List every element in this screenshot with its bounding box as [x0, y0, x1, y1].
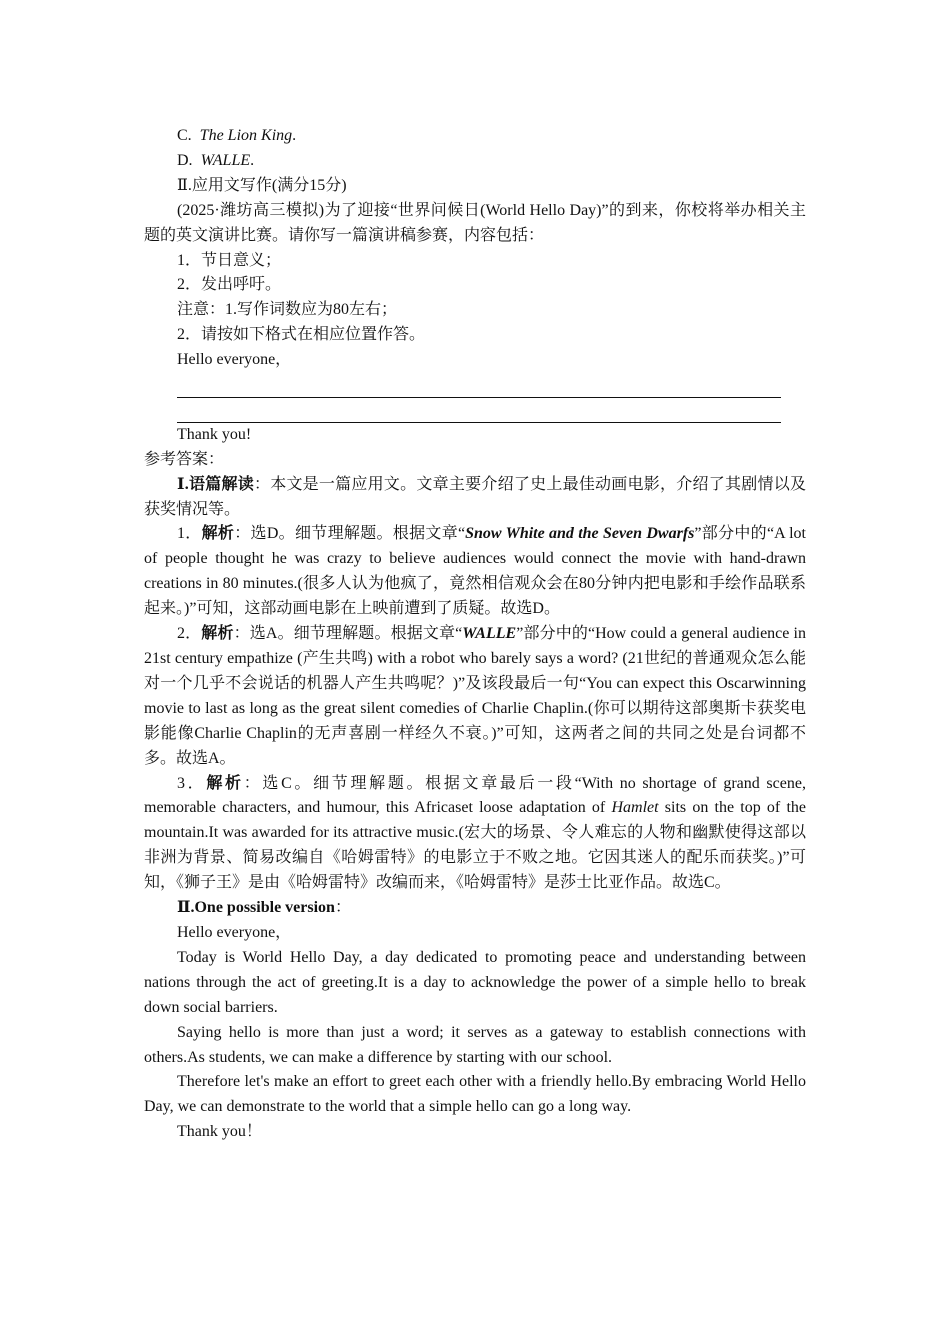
prompt-note-1: 注意：1.写作词数应为80左右； — [177, 301, 398, 319]
reading-analysis-label: Ⅰ.语篇解读 — [177, 475, 254, 493]
answer-q1: 1．解析：选D。细节理解题。根据文章“Snow White and the Seven Dwarfs”部分中的“A lot of people thought he was crazy to believe audiences would connect the movie with hand-drawn creations in 80 minutes.(很多人认为他疯了，竟然相信观众会在80分钟内把电影和手绘作品联系起来。)”可知，这部动画电影在上映前遭到了质疑。故选D。 — [144, 525, 806, 618]
option-c-text: The Lion King — [199, 127, 293, 144]
section-2-heading: Ⅱ.应用文写作(满分15分) — [177, 176, 347, 194]
essay-paragraph-2: Saying hello is more than just a word; it serves as a gateway to establish connections with others.As students, we can make a difference by starting with our school. — [144, 1023, 806, 1066]
reading-analysis: Ⅰ.语篇解读：本文是一篇应用文。文章主要介绍了史上最佳动画电影，介绍了其剧情以及获奖情况等。 — [144, 475, 806, 518]
sample-version-heading: Ⅱ.One possible version： — [177, 899, 351, 917]
template-greeting: Hello everyone， — [177, 351, 292, 369]
answer-blank-line — [177, 373, 781, 398]
option-c: C. The Lion King. — [177, 127, 297, 144]
answer-blank-line — [177, 398, 781, 423]
answers-heading: 参考答案： — [144, 450, 225, 468]
answer-q2-title: WALLE — [462, 625, 517, 643]
answer-q1-title: Snow White and the Seven Dwarfs — [465, 525, 695, 543]
essay-paragraph-1: Today is World Hello Day, a day dedicated to promoting peace and understanding between nations through the act of greeting.It is a day to acknowledge the power of a simple hello to break down social barriers. — [144, 948, 806, 1016]
prompt-item-1: 1．节日意义； — [177, 251, 282, 269]
document-page — [144, 124, 806, 1145]
essay-greeting: Hello everyone， — [177, 923, 292, 941]
essay-paragraph-3: Therefore let's make an effort to greet each other with a friendly hello.By embracing World Hello Day, we can demonstrate to the world that a simple hello can go a long way. — [144, 1073, 806, 1116]
answer-q3-title: Hamlet — [611, 799, 659, 817]
option-d-text: WALLE — [200, 151, 251, 169]
option-d: D. WALLE. — [177, 151, 255, 169]
essay-closing: Thank you！ — [177, 1123, 262, 1141]
option-c-label: C. — [177, 127, 192, 144]
prompt-note-2: 2．请按如下格式在相应位置作答。 — [177, 326, 426, 344]
option-d-label: D. — [177, 151, 193, 169]
writing-prompt: (2025·潍坊高三模拟)为了迎接“世界问候日(World Hello Day)”的到来，你校将举办相关主题的英文演讲比赛。请你写一篇演讲稿参赛，内容包括： — [144, 201, 806, 244]
prompt-item-2: 2．发出呼吁。 — [177, 276, 282, 294]
answer-q2: 2．解析：选A。细节理解题。根据文章“WALLE”部分中的“How could a general audience in 21st century empathize (产生共鸣) with a robot who barely says a word? (21世纪的普通观众怎么能对一个几乎不会说话的机器人产生共鸣呢？)”及该段最后一句“You can expect this Oscarwinning movie to last as long as the great silent comedies of Charlie Chaplin.(你可以期待这部奥斯卡获奖电影能像Charlie Chaplin的无声喜剧一样经久不衰。)”可知，这两者之间的共同之处是台词都不多。故选A。 — [144, 625, 806, 767]
template-closing: Thank you! — [177, 425, 252, 443]
answer-q3: 3．解析：选C。细节理解题。根据文章最后一段“With no shortage of grand scene, memorable characters, and humour, this Africaset loose adaptation of Hamlet sits on the top of the mountain.It was awarded for its attractive music.(宏大的场景、令人难忘的人物和幽默使得这部以非洲为背景、简易改编自《哈姆雷特》的电影立于不败之地。它因其迷人的配乐而获奖。)”可知，《狮子王》是由《哈姆雷特》改编而来，《哈姆雷特》是莎士比亚作品。故选C。 — [144, 774, 806, 892]
